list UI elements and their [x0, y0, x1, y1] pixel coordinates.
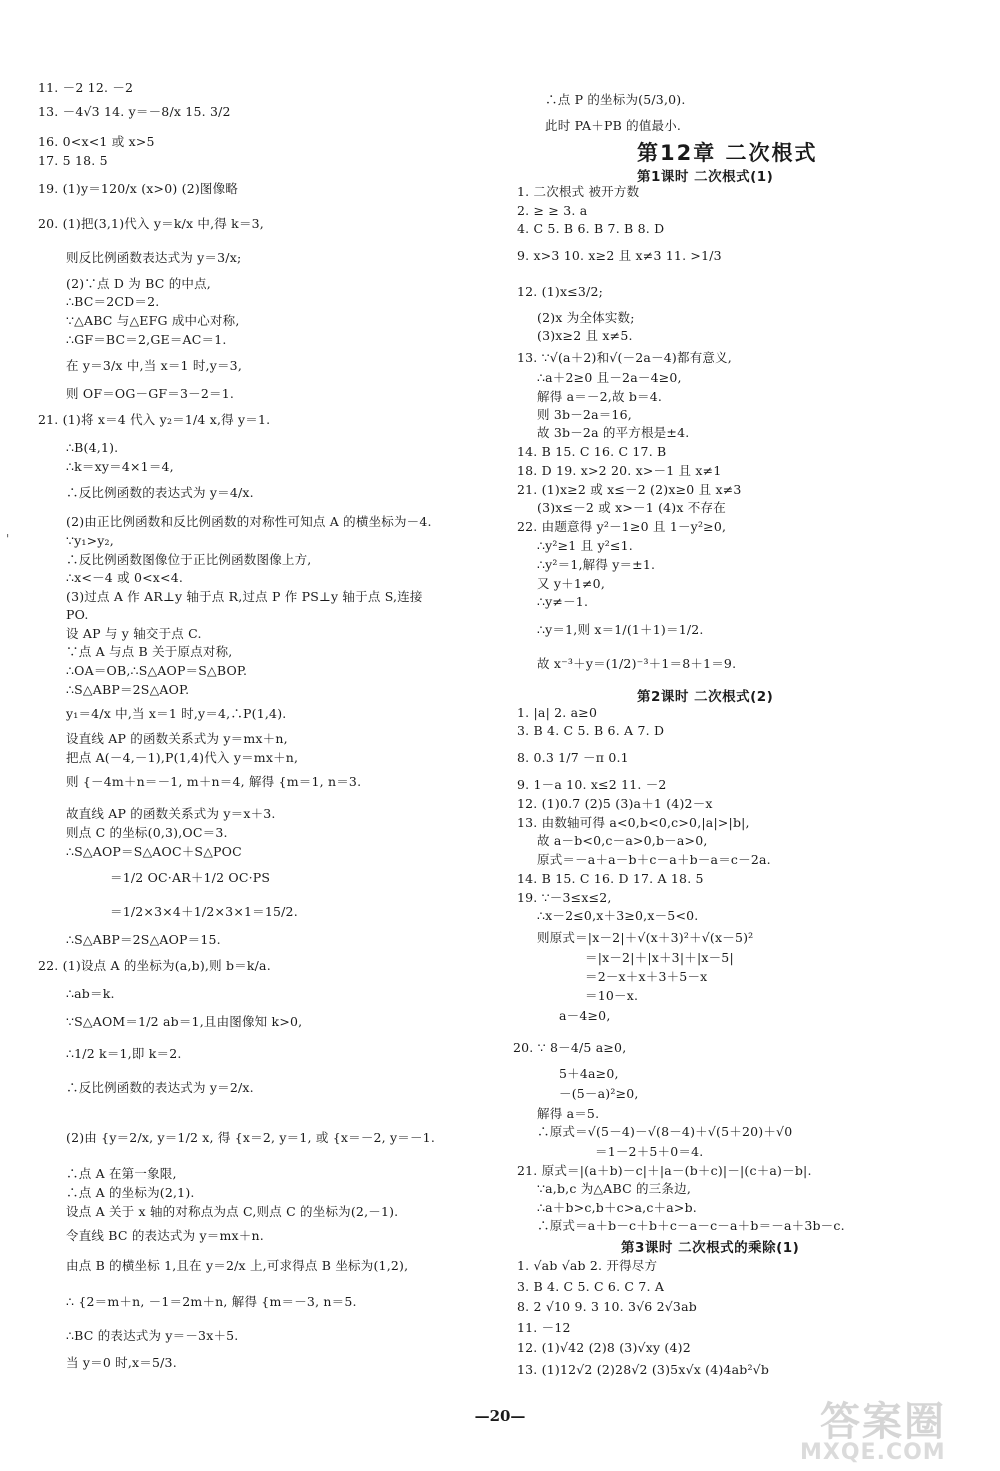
answer-line: ∴原式＝√(5－4)－√(8－4)＋√(5＋20)＋√0: [537, 1124, 793, 1139]
page-number: —20—: [474, 1407, 526, 1425]
answer-line: 2. ≥ ≥ 3. a: [517, 203, 588, 218]
answer-line: 17. 5 18. 5: [38, 153, 108, 168]
answer-line: ∵a,b,c 为△ABC 的三条边,: [537, 1181, 691, 1196]
answer-line: ∴y＝1,则 x＝1/(1＋1)＝1/2.: [537, 622, 704, 637]
answer-line: ∴ {2＝m＋n, －1＝2m＋n, 解得 {m＝－3, n＝5.: [66, 1294, 357, 1309]
answer-line: 1. √ab √ab 2. 开得尽方: [517, 1258, 658, 1273]
answer-line: ∴GF＝BC＝2,GE＝AC＝1.: [66, 332, 227, 347]
answer-line: ＝10－x.: [585, 988, 639, 1003]
answer-line: ∴点 A 的坐标为(2,1).: [66, 1185, 195, 1200]
answer-line: 则原式＝|x－2|＋√(x＋3)²＋√(x－5)²: [537, 930, 754, 945]
answer-line: 12. (1)√42 (2)8 (3)√xy (4)2: [517, 1340, 691, 1355]
answer-line: 3. B 4. C 5. C 6. C 7. A: [517, 1279, 665, 1294]
answer-line: 设 AP 与 y 轴交于点 C.: [66, 626, 202, 641]
answer-line: ∴x<－4 或 0<x<4.: [66, 570, 184, 585]
answer-line: ∴k＝xy＝4×1＝4,: [66, 459, 174, 474]
watermark: [800, 1390, 990, 1470]
answer-line: ∴ab＝k.: [66, 986, 115, 1001]
answer-line: 则 {－4m＋n＝－1, m＋n＝4, 解得 {m＝1, n＝3.: [66, 774, 362, 789]
answer-line: 3. B 4. C 5. B 6. A 7. D: [517, 723, 665, 738]
answer-line: 11. －12: [517, 1320, 571, 1335]
answer-line: 故 3b－2a 的平方根是±4.: [537, 425, 690, 440]
answer-line: 21. 原式＝|(a＋b)－c|＋|a－(b＋c)|－|(c＋a)－b|.: [517, 1163, 812, 1178]
answer-line: 13. 由数轴可得 a<0,b<0,c>0,|a|>|b|,: [517, 815, 750, 830]
answer-line: ∴OA＝OB,∴S△AOP＝S△BOP.: [66, 663, 248, 678]
answer-line: ∴原式＝a＋b－c＋b＋c－a－c－a＋b＝－a＋3b－c.: [537, 1218, 845, 1233]
answer-line: ＝1/2 OC·AR＋1/2 OC·PS: [110, 870, 271, 885]
answer-line: 则点 C 的坐标(0,3),OC＝3.: [66, 825, 228, 840]
answer-line: ∴a＋b>c,b＋c>a,c＋a>b.: [537, 1200, 697, 1215]
section-title: 第2课时 二次根式(2): [637, 689, 774, 705]
answer-line: 把点 A(－4,－1),P(1,4)代入 y＝mx＋n,: [66, 750, 299, 765]
answer-line: 14. B 15. C 16. D 17. A 18. 5: [517, 871, 704, 886]
watermark-logo: 答案圈: [820, 1399, 946, 1445]
answer-line: 当 y＝0 时,x＝5/3.: [66, 1355, 177, 1370]
answer-line: ∵y₁>y₂,: [66, 533, 114, 548]
answer-line: 此时 PA＋PB 的值最小.: [545, 118, 682, 133]
margin-mark: ': [6, 532, 10, 546]
answer-line: 16. 0<x<1 或 x>5: [38, 134, 155, 149]
answer-line: 在 y＝3/x 中,当 x＝1 时,y＝3,: [66, 358, 243, 373]
section-title: 第3课时 二次根式的乘除(1): [621, 1240, 800, 1256]
answer-line: ∴a＋2≥0 且－2a－4≥0,: [537, 370, 682, 385]
answer-line: 20. ∵ 8－4/5 a≥0,: [513, 1040, 627, 1055]
answer-line: y₁＝4/x 中,当 x＝1 时,y＝4,∴P(1,4).: [66, 706, 287, 721]
answer-line: ∴S△ABP＝2S△AOP.: [66, 682, 190, 697]
answer-line: 12. (1)x≤3/2;: [517, 284, 604, 299]
answer-line: ∴x－2≤0,x＋3≥0,x－5<0.: [537, 908, 699, 923]
answer-line: 故 a－b<0,c－a>0,b－a>0,: [537, 833, 708, 848]
answer-line: (2)由 {y＝2/x, y＝1/2 x, 得 {x＝2, y＝1, 或 {x＝－2, y＝－1.: [66, 1130, 436, 1145]
answer-line: 则 OF＝OG－GF＝3－2＝1.: [66, 386, 235, 401]
answer-line: ＝|x－2|＋|x＋3|＋|x－5|: [585, 950, 734, 965]
answer-line: ＝1－2＋5＋0＝4.: [595, 1144, 704, 1159]
answer-line: 19. (1)y＝120/x (x>0) (2)图像略: [38, 181, 239, 196]
answer-line: 8. 0.3 1/7 －π 0.1: [517, 750, 629, 765]
answer-line: 8. 2 √10 9. 3 10. 3√6 2√3ab: [517, 1299, 697, 1314]
answer-line: 13. (1)12√2 (2)28√2 (3)5x√x (4)4ab²√b: [517, 1362, 770, 1377]
answer-line: ∴反比例函数的表达式为 y＝2/x.: [66, 1080, 254, 1095]
answer-line: ∴BC 的表达式为 y＝－3x＋5.: [66, 1328, 239, 1343]
answer-line: ＝2－x＋x＋3＋5－x: [585, 969, 708, 984]
answer-line: 9. 1－a 10. x≤2 11. －2: [517, 777, 667, 792]
answer-line: (2)∵点 D 为 BC 的中点,: [66, 276, 211, 291]
answer-line: 由点 B 的横坐标 1,且在 y＝2/x 上,可求得点 B 坐标为(1,2),: [66, 1258, 409, 1273]
answer-line: 21. (1)将 x＝4 代入 y₂＝1/4 x,得 y＝1.: [38, 412, 271, 427]
answer-line: 22. (1)设点 A 的坐标为(a,b),则 b＝k/a.: [38, 958, 271, 973]
answer-line: ∴y≠－1.: [537, 594, 589, 609]
answer-line: ∴y²＝1,解得 y＝±1.: [537, 557, 656, 572]
answer-line: (3)x≤－2 或 x>－1 (4)x 不存在: [537, 500, 726, 515]
answer-line: 4. C 5. B 6. B 7. B 8. D: [517, 221, 665, 236]
answer-line: 1. |a| 2. a≥0: [517, 705, 598, 720]
answer-line: ∴反比例函数图像位于正比例函数图像上方,: [66, 552, 312, 567]
answer-line: 则反比例函数表达式为 y＝3/x;: [66, 250, 242, 265]
answer-line: a－4≥0,: [559, 1008, 611, 1023]
answer-line: 13. －4√3 14. y＝－8/x 15. 3/2: [38, 104, 231, 119]
answer-line: 14. B 15. C 16. C 17. B: [517, 444, 667, 459]
answer-line: ＝1/2×3×4＋1/2×3×1＝15/2.: [110, 904, 298, 919]
chapter-title: 第12章 二次根式: [637, 141, 818, 165]
answer-line: 13. ∵√(a＋2)和√(－2a－4)都有意义,: [517, 350, 732, 365]
answer-line: ∴B(4,1).: [66, 440, 119, 455]
answer-line: 20. (1)把(3,1)代入 y＝k/x 中,得 k＝3,: [38, 216, 264, 231]
watermark-url: MXQE.COM: [800, 1440, 946, 1465]
answer-line: ∴点 P 的坐标为(5/3,0).: [545, 92, 686, 107]
section-title: 第1课时 二次根式(1): [637, 169, 774, 185]
answer-line: 9. x>3 10. x≥2 且 x≠3 11. >1/3: [517, 248, 722, 263]
answer-line: 21. (1)x≥2 或 x≤－2 (2)x≥0 且 x≠3: [517, 482, 742, 497]
answer-line: (3)x≥2 且 x≠5.: [537, 328, 633, 343]
answer-line: 5＋4a≥0,: [559, 1066, 619, 1081]
answer-line: 原式＝－a＋a－b＋c－a＋b－a＝c－2a.: [537, 852, 771, 867]
answer-line: －(5－a)²≥0,: [559, 1086, 639, 1101]
answer-line: ∴S△AOP＝S△AOC＋S△POC: [66, 844, 242, 859]
answer-line: (2)x 为全体实数;: [537, 310, 635, 325]
answer-line: (3)过点 A 作 AR⊥y 轴于点 R,过点 P 作 PS⊥y 轴于点 S,连接: [66, 589, 423, 604]
answer-line: 22. 由题意得 y²－1≥0 且 1－y²≥0,: [517, 519, 727, 534]
answer-line: 故 x⁻³＋y＝(1/2)⁻³＋1＝8＋1＝9.: [537, 656, 737, 671]
answer-line: ∴1/2 k＝1,即 k＝2.: [66, 1046, 182, 1061]
answer-line: ∵点 A 与点 B 关于原点对称,: [66, 644, 233, 659]
answer-line: (2)由正比例函数和反比例函数的对称性可知点 A 的横坐标为－4.: [66, 514, 432, 529]
answer-line: 令直线 BC 的表达式为 y＝mx＋n.: [66, 1228, 264, 1243]
answer-line: ∴反比例函数的表达式为 y＝4/x.: [66, 485, 254, 500]
answer-line: 又 y＋1≠0,: [537, 576, 605, 591]
answer-line: 18. D 19. x>2 20. x>－1 且 x≠1: [517, 463, 722, 478]
answer-line: ∴BC＝2CD＝2.: [66, 294, 160, 309]
answer-line: 12. (1)0.7 (2)5 (3)a＋1 (4)2－x: [517, 796, 713, 811]
answer-line: ∴y²≥1 且 y²≤1.: [537, 538, 633, 553]
answer-line: 则 3b－2a＝16,: [537, 407, 632, 422]
answer-line: 19. ∵－3≤x≤2,: [517, 890, 612, 905]
answer-line: ∵△ABC 与△EFG 成中心对称,: [66, 313, 240, 328]
answer-line: 故直线 AP 的函数关系式为 y＝x＋3.: [66, 806, 276, 821]
answer-line: 设直线 AP 的函数关系式为 y＝mx＋n,: [66, 731, 288, 746]
answer-line: ∴点 A 在第一象限,: [66, 1166, 177, 1181]
answer-line: 设点 A 关于 x 轴的对称点为点 C,则点 C 的坐标为(2,－1).: [66, 1204, 399, 1219]
answer-line: 解得 a＝5.: [537, 1106, 600, 1121]
answer-line: PO.: [66, 607, 89, 622]
answer-line: ∴S△ABP＝2S△AOP＝15.: [66, 932, 221, 947]
answer-line: 解得 a＝－2,故 b＝4.: [537, 389, 663, 404]
answer-line: 11. －2 12. －2: [38, 80, 134, 95]
answer-line: ∵S△AOM＝1/2 ab＝1,且由图像知 k>0,: [66, 1014, 303, 1029]
answer-line: 1. 二次根式 被开方数: [517, 184, 640, 199]
